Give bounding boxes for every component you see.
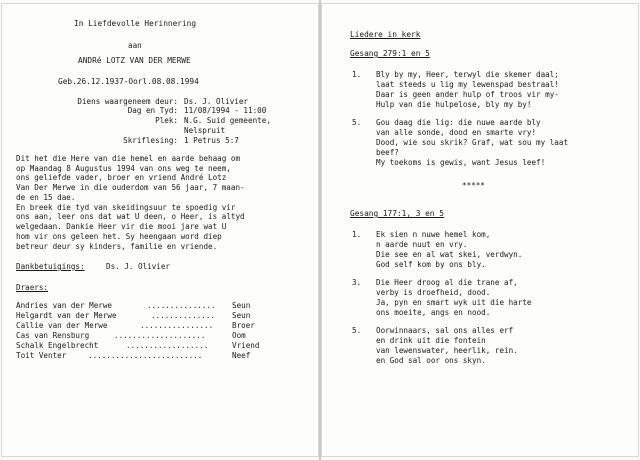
verse-line: beef? xyxy=(376,148,399,157)
verse-line: Bly by my, Heer, terwyl die skemer daal; xyxy=(376,70,559,79)
verse-number: 3. xyxy=(352,278,362,287)
paragraph-line: de en 15 dae. xyxy=(16,193,76,202)
bearer-relation: Neef xyxy=(232,351,251,360)
service-label-place: Plek: xyxy=(155,116,178,125)
verse-number: 5. xyxy=(352,326,362,335)
thanks-label: Dankbetuigings: xyxy=(16,262,85,271)
paragraph-line: betreur deur sy kinders, familie en vriende. xyxy=(16,242,218,251)
service-label-officiant: Diens waargeneem deur: xyxy=(77,97,178,106)
bearer-dots: ............... xyxy=(147,301,216,310)
bearer-relation: Seun xyxy=(232,311,251,320)
verse-line: van lewenswater, heerlik, rein. xyxy=(376,346,518,355)
verse-line: God self kom by ons bly. xyxy=(376,260,486,269)
page-fold xyxy=(319,0,321,460)
bearer-relation: Broer xyxy=(232,321,255,330)
verse-number: 1. xyxy=(352,230,362,239)
verse-line: Gou daag die lig: die nuwe aarde bly xyxy=(376,118,541,127)
verse-line: ons moeite, angs en nood. xyxy=(376,308,491,317)
verse-line: My toekoms is gewis, want Jesus leef! xyxy=(376,158,546,167)
verse-line: van alle sonde, dood en smarte vry! xyxy=(376,128,537,137)
separator-stars: ***** xyxy=(462,181,485,190)
songs-heading: Liedere in kerk xyxy=(350,30,421,39)
paragraph-line: ons geliefde vader, broer en vriend André Lotz xyxy=(16,173,227,182)
verse-line: Oorwinnaars, sal ons alles erf xyxy=(376,326,514,335)
paragraph-line: Van Der Merwe in die ouderdom van 56 jaar, 7 maan- xyxy=(16,183,245,192)
hymn-title: Gesang 279:1 en 5 xyxy=(350,49,430,58)
bearer-name: Andries van der Merwe xyxy=(16,301,113,310)
bearer-dots: ................ xyxy=(140,321,214,330)
verse-line: Ek sien n nuwe hemel kom, xyxy=(376,230,491,239)
verse-line: Hulp van die hulpelose, bly my by! xyxy=(376,100,532,109)
bearer-relation: Vriend xyxy=(232,341,260,350)
verse-line: en drink uit die fontein xyxy=(376,336,486,345)
verse-number: 1. xyxy=(352,70,362,79)
bearer-name: Toit Venter xyxy=(16,351,67,360)
thanks-value: Ds. J. Olivier xyxy=(106,262,171,271)
service-value-place: N.G. Suid gemeente, xyxy=(184,116,271,125)
paragraph-line: hom vir ons geleen het. Sy heengaan word diep xyxy=(16,232,222,241)
bearer-name: Schalk Engelbrecht xyxy=(16,341,99,350)
memorial-title: In Liefdevolle Herinnering xyxy=(74,19,197,28)
birth-death-dates: Geb.26.12.1937-Oorl.08.08.1994 xyxy=(58,77,199,86)
verse-line: laat steeds u lig my lewenspad bestraal! xyxy=(376,80,559,89)
paragraph-line: welgedaan. Dankie Heer vir die mooi jare wat U xyxy=(16,222,227,231)
hymn-title: Gesang 177:1, 3 en 5 xyxy=(350,209,444,218)
paragraph-line: Dit het die Here van die hemel en aarde behaag om xyxy=(16,154,241,163)
bearer-dots: .................. xyxy=(126,341,209,350)
verse-line: en God sal oor ons skyn. xyxy=(376,356,486,365)
bearer-relation: Oom xyxy=(232,331,246,340)
service-value-scripture: 1 Petrus 5:7 xyxy=(184,136,239,145)
service-label-scripture: Skriflesing: xyxy=(123,136,178,145)
bearer-name: Cas van Rensburg xyxy=(16,331,90,340)
service-value-place-town: Nelspruit xyxy=(184,126,226,135)
bearers-heading: Draers: xyxy=(16,283,49,292)
bearer-dots: .............. xyxy=(151,311,216,320)
paragraph-line: op Maandag 8 Augustus 1994 van ons weg te neem, xyxy=(16,164,231,173)
verse-line: Ja, pyn en smart wyk uit die harte xyxy=(376,298,532,307)
service-label-date-time: Dag en Tyd: xyxy=(127,106,178,115)
bearer-dots: .................... xyxy=(114,331,206,340)
bearer-name: Callie van der Merwe xyxy=(16,321,108,330)
service-value-date-time: 11/08/1994 - 11:00 xyxy=(184,106,267,115)
deceased-name: ANDRé LOTZ VAN DER MERWE xyxy=(78,56,191,65)
verse-number: 5. xyxy=(352,118,362,127)
verse-line: Dood, wie sou skrik? Graf, wat sou my laat xyxy=(376,138,569,147)
verse-line: Daar is geen ander hulp of troos vir my- xyxy=(376,90,559,99)
bearer-name: Helgardt van der Merwe xyxy=(16,311,117,320)
verse-line: Die see en al wat skei, verdwyn. xyxy=(376,250,523,259)
verse-line: Die Heer droog al die trane af, xyxy=(376,278,518,287)
paragraph-line: ons aan, leer ons dat wat U deen, o Heer, is altyd xyxy=(16,212,245,221)
to-word: aan xyxy=(128,41,142,50)
verse-line: n aarde nuut en vry. xyxy=(376,240,468,249)
verse-line: verby is droefheid, dood. xyxy=(376,288,491,297)
bearer-relation: Seun xyxy=(232,301,251,310)
service-value-officiant: Ds. J. Olivier xyxy=(184,97,249,106)
paragraph-line: En breek die tyd van skeidingsuur te spoedig vir xyxy=(16,203,236,212)
bearer-dots: ......................... xyxy=(88,351,203,360)
